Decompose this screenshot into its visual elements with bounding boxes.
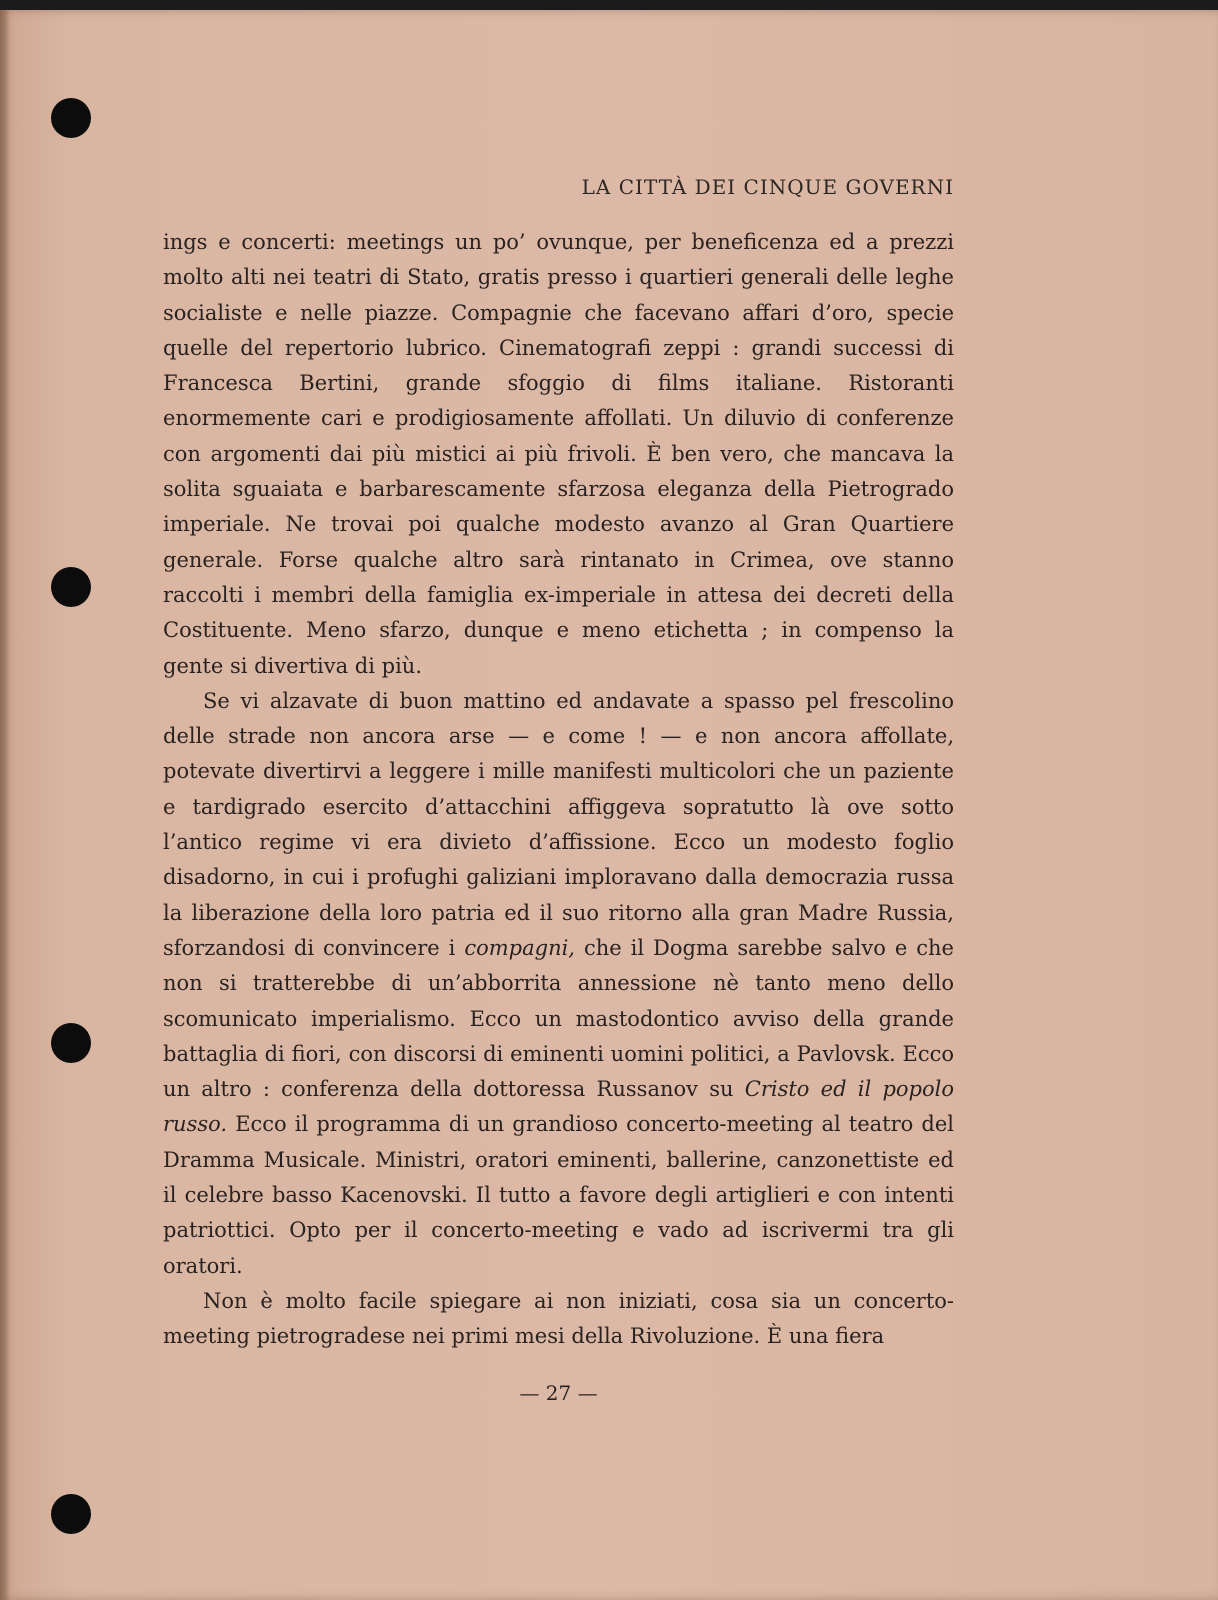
- body-text: [163, 225, 954, 1355]
- punch-hole: [51, 98, 91, 138]
- paragraph-2-part-c: Ecco il programma di un grandioso concerto-meeting al teatro del Dramma Musicale. Ministri, oratori eminenti, ballerine, canzonettiste ed il celebre basso Kacenovski. Il tutto a favore degli artiglieri e con intenti patriottici. Opto per il concerto-meeting e vado ad iscrivermi tra gli oratori.: [163, 1112, 954, 1278]
- italic-title: Cristo ed il popolo russo.: [163, 1077, 954, 1137]
- punch-hole: [51, 1023, 91, 1063]
- paragraph-2-part-b: che il Dogma sarebbe salvo e che non si tratterebbe di un’abborrita annessione nè tanto meno dello scomunicato imperialismo. Ecco un mastodontico avviso della grande battaglia di fiori, con discorsi di eminenti uomini politici, a Pavlovsk. Ecco un altro : conferenza della dottoressa Russanov su: [163, 935, 954, 1102]
- paragraph-2: [163, 684, 954, 1284]
- running-head: LA CITTÀ DEI CINQUE GOVERNI: [581, 175, 954, 199]
- paragraph-2-part-a: Se vi alzavate di buon mattino ed andavate a spasso pel frescolino delle strade non ancora arse — e come ! — e non ancora affollate, potevate divertirvi a leggere i mille manifesti multicolori che un paziente e tardigrado esercito d’attacchini affiggeva sopratutto là ove sotto l’antico regime vi era divieto d’affissione. Ecco un modesto foglio disadorno, in cui i profughi galiziani imploravano dalla democrazia russa la liberazione della loro patria ed il suo ritorno alla gran Madre Russia, sforzandosi di convincere i: [163, 688, 954, 960]
- book-page: [0, 10, 1218, 1600]
- paragraph-3: Non è molto facile spiegare ai non iniziati, cosa sia un concerto-meeting pietrogradese nei primi mesi della Rivoluzione. È una fiera: [163, 1288, 954, 1349]
- punch-hole: [51, 1494, 91, 1534]
- punch-hole: [51, 567, 91, 607]
- paragraph-1: ings e concerti: meetings un po’ ovunque, per beneficenza ed a prezzi molto alti nei teatri di Stato, gratis presso i quartieri generali delle leghe socialiste e nelle piazze. Compagnie che facevano affari d’oro, specie quelle del repertorio lubrico. Cinematografi zeppi : grandi successi di Francesca Bertini, grande sfoggio di films italiane. Ristoranti enormemente cari e prodigiosamente affollati. Un diluvio di conferenze con argomenti dai più mistici ai più frivoli. È ben vero, che mancava la solita sguaiata e barbarescamente sfarzosa eleganza della Pietrogrado imperiale. Ne trovai poi qualche modesto avanzo al Gran Quartiere generale. Forse qualche altro sarà rintanato in Crimea, ove stanno raccolti i membri della famiglia ex-imperiale in attesa dei decreti della Costituente. Meno sfarzo, dunque e meno etichetta ; in compenso la gente si divertiva di più.: [163, 230, 954, 678]
- italic-compagni: compagni,: [464, 935, 575, 960]
- page-number: — 27 —: [519, 1381, 598, 1405]
